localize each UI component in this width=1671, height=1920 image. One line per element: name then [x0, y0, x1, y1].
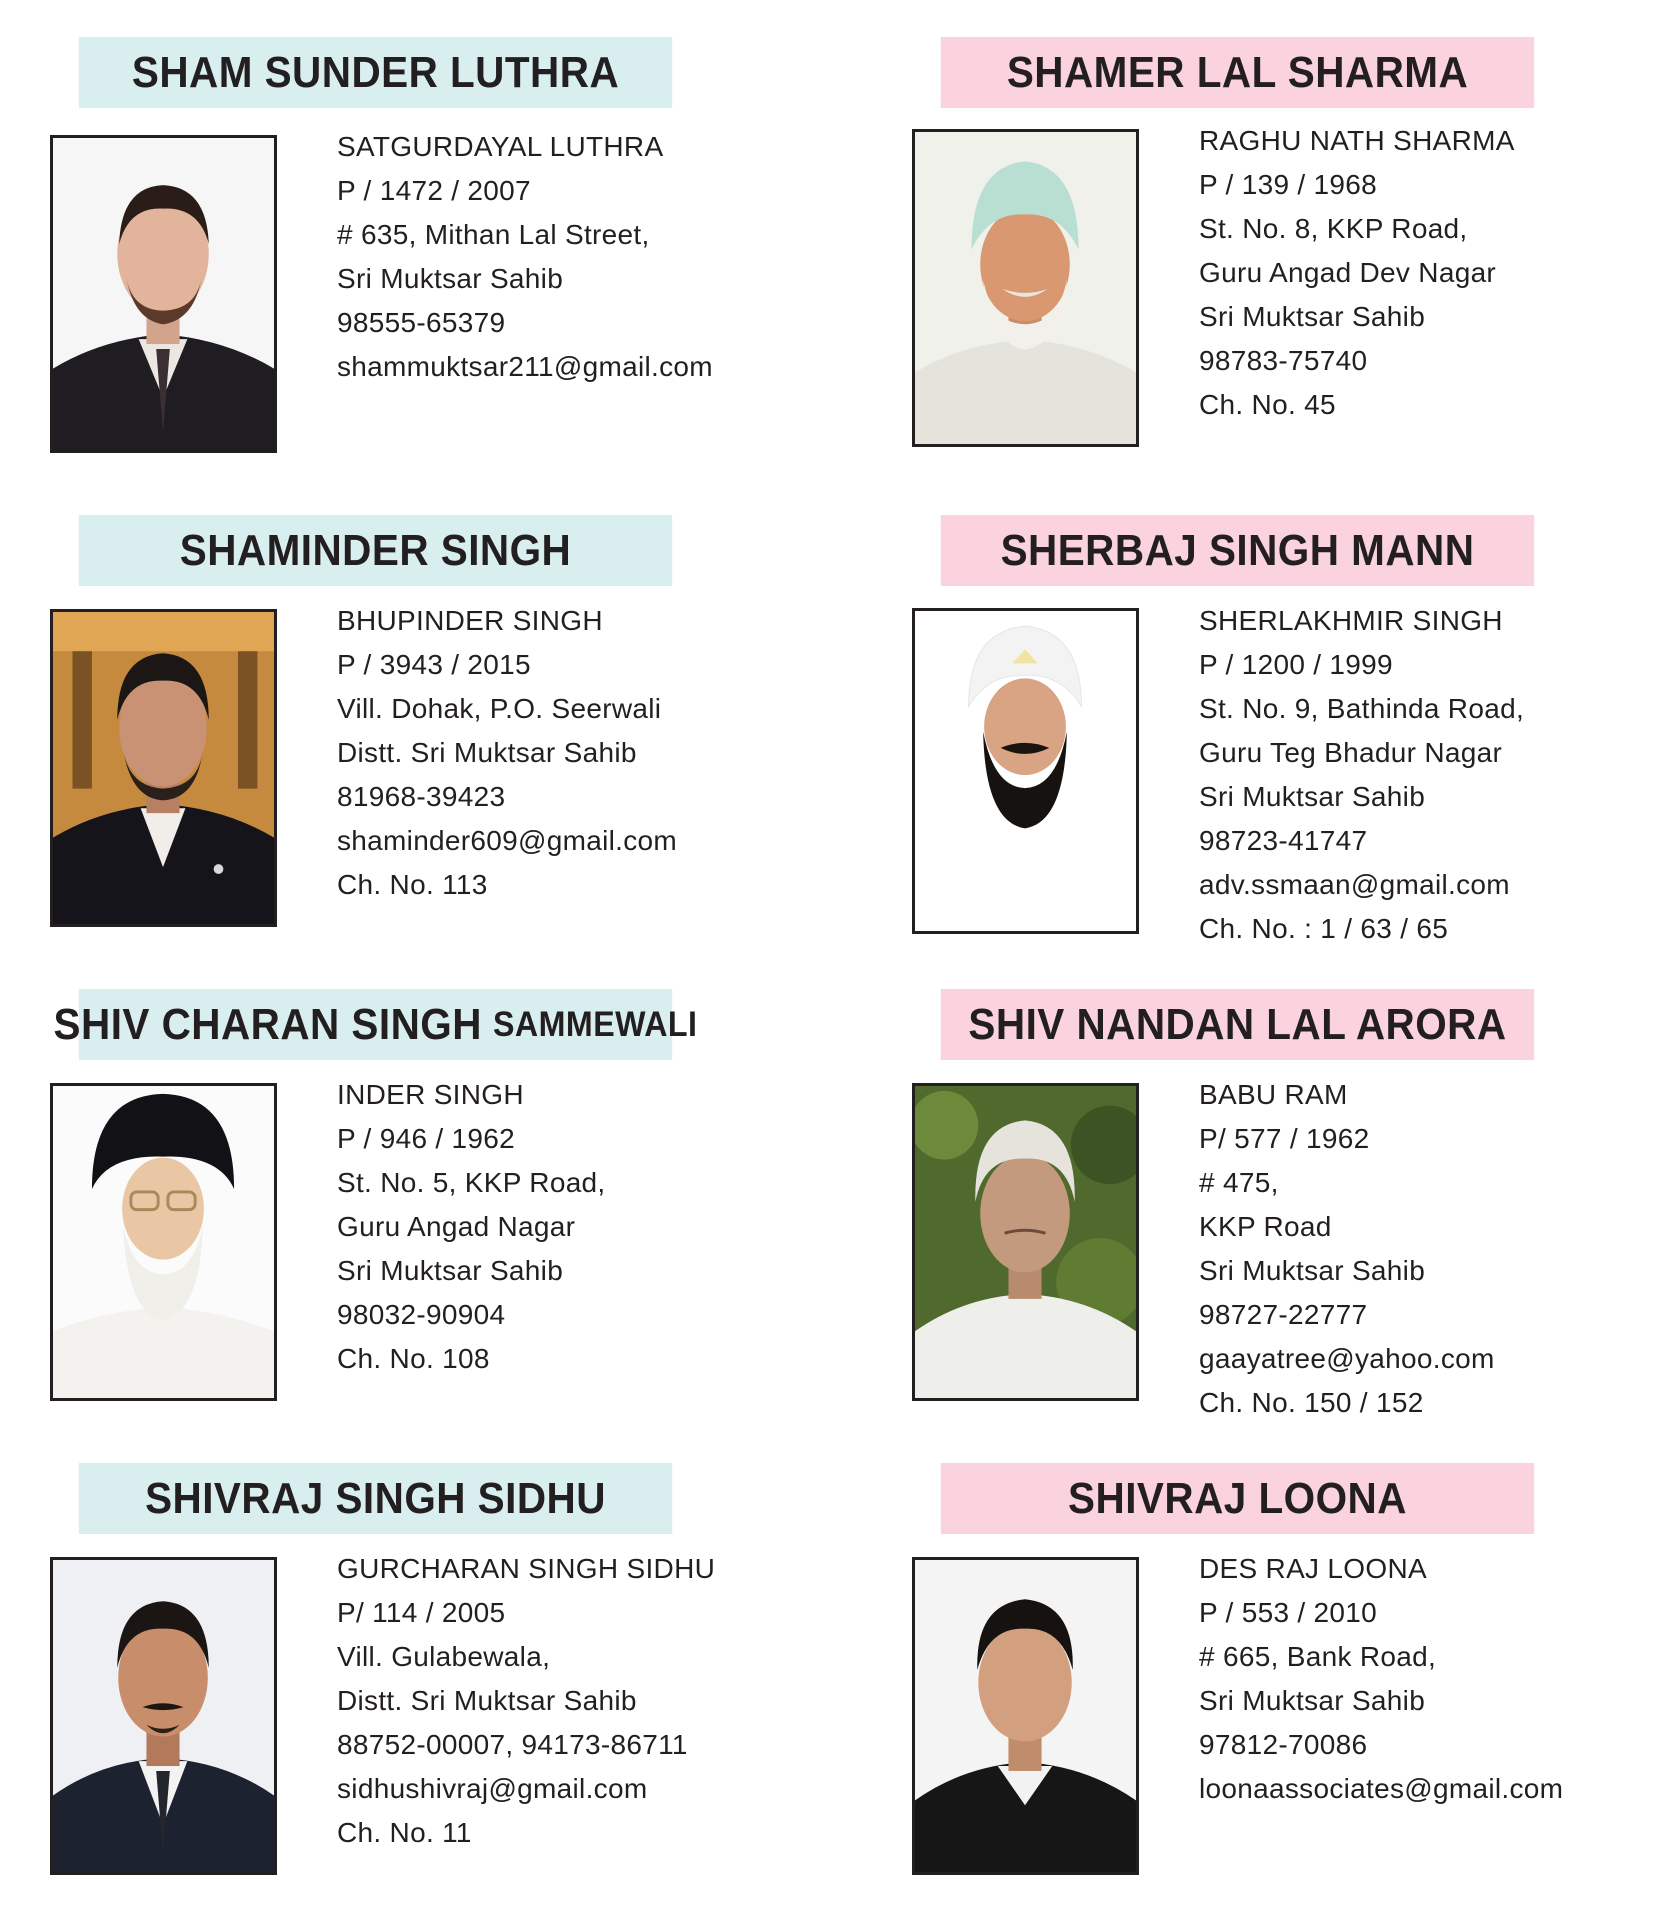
email: gaayatree@yahoo.com [1199, 1343, 1495, 1374]
address-line: Distt. Sri Muktsar Sahib [337, 1685, 637, 1716]
father-name: DES RAJ LOONA [1199, 1553, 1427, 1584]
member-details [337, 125, 897, 389]
address-line: Guru Teg Bhadur Nagar [1199, 737, 1503, 768]
member-name: SHIVRAJ LOONA [1068, 1473, 1407, 1523]
address-line: Vill. Dohak, P.O. Seerwali [337, 693, 662, 724]
member-details [337, 599, 897, 907]
phone-number: 97812-70086 [1199, 1729, 1368, 1760]
member-card [50, 1426, 910, 1886]
phone-number: 88752-00007, 94173-86711 [337, 1729, 688, 1760]
phone-number: 98727-22777 [1199, 1299, 1368, 1330]
member-photo [912, 1083, 1139, 1401]
registration-number: P/ 577 / 1962 [1199, 1123, 1370, 1154]
member-name-bar [941, 989, 1534, 1060]
member-photo [50, 135, 277, 453]
member-photo [912, 129, 1139, 447]
registration-number: P / 946 / 1962 [337, 1123, 516, 1154]
email: sidhushivraj@gmail.com [337, 1773, 648, 1804]
address-line: St. No. 5, KKP Road, [337, 1167, 606, 1198]
member-name-bar [941, 515, 1534, 586]
address-line: Guru Angad Nagar [337, 1211, 576, 1242]
member-photo [912, 608, 1139, 934]
email: shaminder609@gmail.com [337, 825, 678, 856]
chamber-number: Ch. No. 150 / 152 [1199, 1387, 1424, 1418]
father-name: SATGURDAYAL LUTHRA [337, 131, 664, 162]
phone-number: 81968-39423 [337, 781, 506, 812]
address-line: Distt. Sri Muktsar Sahib [337, 737, 637, 768]
member-name-bar [79, 37, 672, 108]
father-name: BABU RAM [1199, 1079, 1348, 1110]
phone-number: 98783-75740 [1199, 345, 1368, 376]
member-card [50, 952, 910, 1412]
member-card [50, 478, 910, 938]
member-name: SHIVRAJ SINGH SIDHU [145, 1473, 606, 1523]
father-name: SHERLAKHMIR SINGH [1199, 605, 1503, 636]
member-card [912, 952, 1671, 1418]
member-card [912, 478, 1671, 944]
member-name-bar [941, 1463, 1534, 1534]
address-line: Vill. Gulabewala, [337, 1641, 551, 1672]
chamber-number: Ch. No. 108 [337, 1343, 490, 1374]
registration-number: P / 3943 / 2015 [337, 649, 531, 680]
member-card [912, 0, 1671, 460]
member-name: SHAM SUNDER LUTHRA [131, 47, 620, 97]
member-name-bar [941, 37, 1534, 108]
member-details [1199, 599, 1671, 951]
chamber-number: Ch. No. 11 [337, 1817, 472, 1848]
father-name: INDER SINGH [337, 1079, 524, 1110]
registration-number: P / 1200 / 1999 [1199, 649, 1393, 680]
address-line: St. No. 8, KKP Road, [1199, 213, 1468, 244]
member-card [50, 0, 910, 460]
email: shammuktsar211@gmail.com [337, 351, 713, 382]
member-name: SHAMINDER SINGH [179, 525, 572, 575]
member-photo [50, 609, 277, 927]
member-photo [50, 1083, 277, 1401]
chamber-number: Ch. No. 45 [1199, 389, 1336, 420]
father-name: BHUPINDER SINGH [337, 605, 603, 636]
member-name: SHIV NANDAN LAL ARORA [968, 999, 1507, 1049]
member-card [912, 1426, 1671, 1886]
registration-number: P / 1472 / 2007 [337, 175, 531, 206]
address-line: St. No. 9, Bathinda Road, [1199, 693, 1525, 724]
address-line: Sri Muktsar Sahib [1199, 301, 1426, 332]
father-name: RAGHU NATH SHARMA [1199, 125, 1515, 156]
email: adv.ssmaan@gmail.com [1199, 869, 1510, 900]
member-details [1199, 1547, 1671, 1811]
member-name-suffix: SAMMEWALI [492, 1004, 698, 1044]
member-name: SHAMER LAL SHARMA [1006, 47, 1469, 97]
member-details [1199, 1073, 1671, 1425]
phone-number: 98032-90904 [337, 1299, 506, 1330]
chamber-number: Ch. No. : 1 / 63 / 65 [1199, 913, 1449, 944]
phone-number: 98723-41747 [1199, 825, 1368, 856]
member-name-bar [79, 515, 672, 586]
address-line: # 475, [1199, 1167, 1279, 1198]
address-line: # 665, Bank Road, [1199, 1641, 1437, 1672]
member-photo [912, 1557, 1139, 1875]
address-line: Sri Muktsar Sahib [1199, 1685, 1426, 1716]
member-photo [50, 1557, 277, 1875]
member-details [337, 1073, 897, 1381]
address-line: Guru Angad Dev Nagar [1199, 257, 1497, 288]
address-line: Sri Muktsar Sahib [1199, 1255, 1426, 1286]
address-line: Sri Muktsar Sahib [337, 263, 564, 294]
address-line: KKP Road [1199, 1211, 1332, 1242]
registration-number: P/ 114 / 2005 [337, 1597, 506, 1628]
member-name-bar [53, 989, 698, 1060]
address-line: # 635, Mithan Lal Street, [337, 219, 650, 250]
member-name: SHIV CHARAN SINGH [53, 999, 482, 1049]
chamber-number: Ch. No. 113 [337, 869, 488, 900]
address-line: Sri Muktsar Sahib [337, 1255, 564, 1286]
member-details [337, 1547, 897, 1855]
phone-number: 98555-65379 [337, 307, 506, 338]
member-name: SHERBAJ SINGH MANN [1000, 525, 1475, 575]
registration-number: P / 553 / 2010 [1199, 1597, 1378, 1628]
email: loonaassociates@gmail.com [1199, 1773, 1564, 1804]
member-details [1199, 119, 1671, 427]
registration-number: P / 139 / 1968 [1199, 169, 1378, 200]
address-line: Sri Muktsar Sahib [1199, 781, 1426, 812]
member-name-bar [79, 1463, 672, 1534]
father-name: GURCHARAN SINGH SIDHU [337, 1553, 716, 1584]
